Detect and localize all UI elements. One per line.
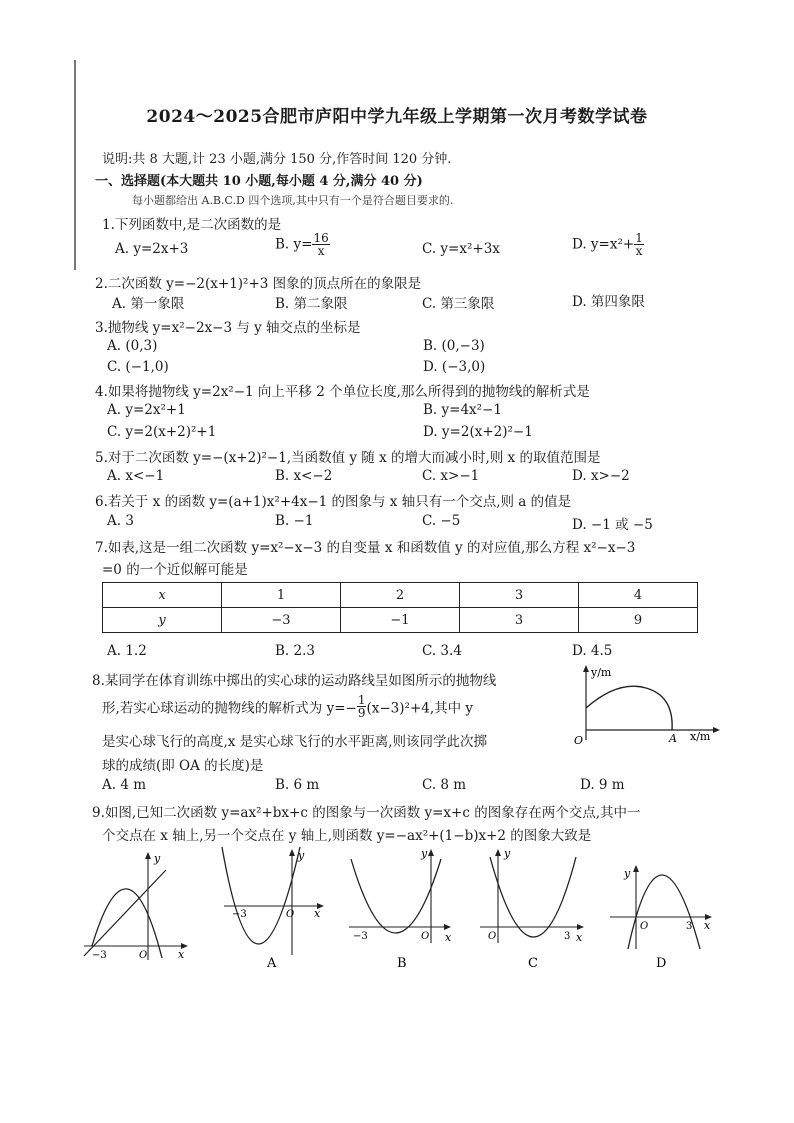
y-label: y xyxy=(624,867,631,880)
y-axis-arrow xyxy=(583,665,589,672)
q8-line1: 8.某同学在体育训练中掷出的实心球的运动路线呈如图所示的抛物线 xyxy=(92,673,497,689)
q5-option-b: B. x<−2 xyxy=(275,468,333,484)
q1-d-num: 1 xyxy=(635,231,643,245)
q5-option-a: A. x<−1 xyxy=(107,468,165,484)
table-cell: 2 xyxy=(341,583,460,608)
q4-option-a: A. y=2x²+1 xyxy=(107,402,186,418)
q9-line2: 个交点在 x 轴上,另一个交点在 y 轴上,则函数 y=−ax²+(1−b)x+2 的图象大致是 xyxy=(102,828,592,844)
option-caption: D xyxy=(656,956,667,971)
q8-frac-den: 9 xyxy=(357,706,366,720)
q1-d-prefix: D. y=x²+ xyxy=(572,236,635,253)
q9-option-a-figure xyxy=(214,845,332,975)
q9-line1: 9.如图,已知二次函数 y=ax²+bx+c 的图象与一次函数 y=x+c 的图象存在两个交点,其中一 xyxy=(92,805,641,821)
table-cell: 4 xyxy=(579,583,698,608)
x-axis-arrow xyxy=(444,924,451,930)
q3-stem: 3.抛物线 y=x²−2x−3 与 y 轴交点的坐标是 xyxy=(95,320,361,336)
table-row xyxy=(103,608,698,633)
q9-option-d-figure xyxy=(606,845,724,975)
q9-option-c-figure xyxy=(476,845,594,975)
binding-margin-line xyxy=(74,60,76,270)
tick-label: −3 xyxy=(353,931,368,942)
q2-stem: 2.二次函数 y=−2(x+1)²+3 图象的顶点所在的象限是 xyxy=(95,276,422,292)
x-axis-label: x/m xyxy=(690,730,711,743)
q5-option-d: D. x>−2 xyxy=(572,468,630,484)
q7-option-c: C. 3.4 xyxy=(422,643,462,659)
q1-option-c: C. y=x²+3x xyxy=(422,241,500,257)
q7-option-b: B. 2.3 xyxy=(275,643,315,659)
x-label: x xyxy=(178,948,185,961)
q1-option-a: A. y=2x+3 xyxy=(115,241,189,257)
section-heading: 一、选择题(本大题共 10 小题,每小题 4 分,满分 40 分) xyxy=(95,174,423,189)
point-a-label: A xyxy=(669,732,677,745)
q8-option-a: A. 4 m xyxy=(102,777,147,793)
y-label: y xyxy=(298,849,305,862)
option-caption: A xyxy=(267,956,277,971)
parabola-curve xyxy=(628,875,700,949)
q7-option-a: A. 1.2 xyxy=(107,643,147,659)
q8-line2-post: (x−3)²+4,其中 y xyxy=(366,700,474,717)
tick-label: −3 xyxy=(92,950,107,961)
q6-option-a: A. 3 xyxy=(107,513,134,529)
x-axis-arrow xyxy=(577,924,584,930)
line-graph xyxy=(84,870,166,956)
q2-option-b: B. 第二象限 xyxy=(275,296,348,312)
y-axis-arrow xyxy=(633,865,639,872)
q3-option-b: B. (0,−3) xyxy=(423,338,485,354)
q6-option-b: B. −1 xyxy=(275,513,314,529)
table-cell: 9 xyxy=(579,608,698,633)
q2-option-d: D. 第四象限 xyxy=(572,294,645,310)
q8-option-c: C. 8 m xyxy=(422,777,467,793)
q3-option-d: D. (−3,0) xyxy=(423,359,486,375)
q4-option-c: C. y=2(x+2)²+1 xyxy=(107,424,217,440)
exam-note: 说明:共 8 大题,计 23 小题,满分 150 分,作答时间 120 分钟. xyxy=(102,152,452,167)
y-label: y xyxy=(504,847,511,860)
q6-option-d: D. −1 或 −5 xyxy=(572,517,653,533)
q1-b-fraction xyxy=(312,232,329,257)
origin-label: O xyxy=(488,931,497,942)
q8-option-b: B. 6 m xyxy=(275,777,320,793)
q6-stem: 6.若关于 x 的函数 y=(a+1)x²+4x−1 的图象与 x 轴只有一个交点,则 a 的值是 xyxy=(95,494,572,510)
trajectory-curve xyxy=(586,686,672,730)
y-label: y xyxy=(421,847,428,860)
table-cell: −3 xyxy=(222,608,341,633)
q1-d-fraction xyxy=(634,232,644,257)
section-instruction: 每小题都给出 A.B.C.D 四个选项,其中只有一个是符合题目要求的. xyxy=(132,194,454,207)
origin-label: O xyxy=(139,950,148,961)
q1-b-prefix: B. y= xyxy=(275,236,313,253)
q4-stem: 4.如果将抛物线 y=2x²−1 向上平移 2 个单位长度,那么所得到的抛物线的解析式是 xyxy=(95,384,590,400)
q7-option-d: D. 4.5 xyxy=(572,643,613,659)
option-caption: C xyxy=(528,956,538,971)
q1-stem: 1.下列函数中,是二次函数的是 xyxy=(102,217,282,233)
q8-frac-num: 1 xyxy=(357,693,366,707)
y-axis-arrow xyxy=(428,849,434,856)
table-row xyxy=(103,583,698,608)
q6-option-c: C. −5 xyxy=(422,513,461,529)
table-cell: 3 xyxy=(460,608,579,633)
q1-option-b xyxy=(275,232,330,257)
q3-option-a: A. (0,3) xyxy=(107,338,158,354)
x-label: x xyxy=(576,931,583,944)
q8-trajectory-figure xyxy=(566,662,736,748)
origin-label: O xyxy=(574,734,584,747)
q5-option-c: C. x>−1 xyxy=(422,468,480,484)
x-label: x xyxy=(314,907,321,920)
q8-option-d: D. 9 m xyxy=(580,777,625,793)
parabola-curve xyxy=(222,847,300,944)
q4-option-b: B. y=4x²−1 xyxy=(423,402,502,418)
q4-option-d: D. y=2(x+2)²−1 xyxy=(423,424,533,440)
origin-label: O xyxy=(421,931,430,942)
x-label: x xyxy=(704,919,711,932)
x-label: x xyxy=(445,931,452,944)
exam-title: 2024～2025合肥市庐阳中学九年级上学期第一次月考数学试卷 xyxy=(146,107,648,127)
parabola-curve xyxy=(92,889,162,958)
q8-line2-pre: 形,若实心球运动的抛物线的解析式为 y=− xyxy=(102,700,357,717)
y-axis-arrow xyxy=(495,849,501,856)
q2-option-a: A. 第一象限 xyxy=(112,296,185,312)
q7-value-table xyxy=(102,582,698,633)
y-label: y xyxy=(154,852,161,865)
q5-stem: 5.对于二次函数 y=−(x+2)²−1,当函数值 y 随 x 的增大而减小时,则 x 的取值范围是 xyxy=(95,450,601,466)
tick-label: 3 xyxy=(686,921,693,932)
table-cell: x xyxy=(103,583,222,608)
q7-stem-line2: =0 的一个近似解可能是 xyxy=(102,562,248,578)
table-cell: −1 xyxy=(341,608,460,633)
x-axis-arrow xyxy=(713,727,720,733)
q1-b-num: 16 xyxy=(313,231,329,245)
q9-option-b-figure xyxy=(345,845,463,975)
q9-given-figure xyxy=(82,848,190,964)
parabola-curve xyxy=(351,859,441,933)
parabola-curve xyxy=(490,857,576,937)
q3-option-c: C. (−1,0) xyxy=(107,359,169,375)
q1-d-den: x xyxy=(635,244,643,258)
q2-option-c: C. 第三象限 xyxy=(422,296,495,312)
tick-label: 3 xyxy=(564,931,571,942)
table-cell: 1 xyxy=(222,583,341,608)
q8-line2 xyxy=(102,694,473,719)
q7-stem-line1: 7.如表,这是一组二次函数 y=x²−x−3 的自变量 x 和函数值 y 的对应值,那么方程 x²−x−3 xyxy=(95,540,636,556)
tick-label: −3 xyxy=(232,909,247,920)
y-axis-arrow xyxy=(145,852,151,859)
q8-line3: 是实心球飞行的高度,x 是实心球飞行的水平距离,则该同学此次掷 xyxy=(102,734,487,750)
option-caption: B xyxy=(397,956,407,971)
table-cell: y xyxy=(103,608,222,633)
y-axis-arrow xyxy=(289,849,295,856)
y-axis-label: y/m xyxy=(591,666,612,679)
q1-b-den: x xyxy=(317,244,325,258)
q8-line4: 球的成绩(即 OA 的长度)是 xyxy=(102,758,264,774)
origin-label: O xyxy=(640,921,649,932)
q1-option-d xyxy=(572,232,644,257)
origin-label: O xyxy=(286,909,295,920)
table-cell: 3 xyxy=(460,583,579,608)
